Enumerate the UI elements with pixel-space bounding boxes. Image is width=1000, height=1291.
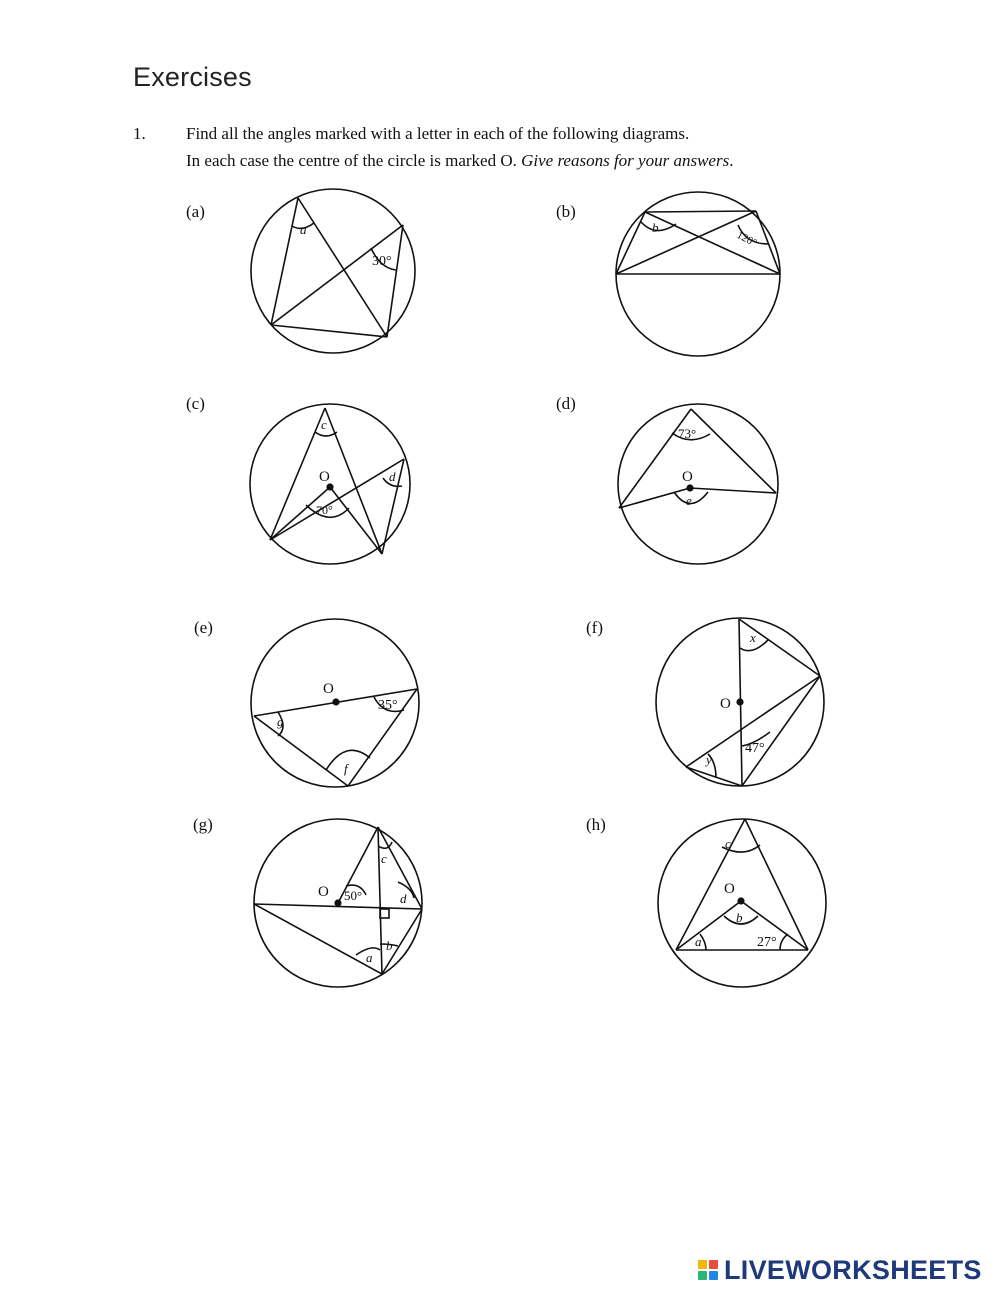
angle-arc <box>326 750 370 770</box>
angle-label-a: a <box>300 222 307 237</box>
centre-label-O: O <box>724 881 735 897</box>
chord <box>254 904 382 974</box>
chord <box>616 212 645 274</box>
angle-label-35: 35° <box>378 698 398 713</box>
diagram-d <box>618 404 778 564</box>
chord <box>745 819 808 950</box>
chord <box>271 198 298 325</box>
chord <box>686 767 742 786</box>
diagram-label-e: (e) <box>194 618 213 637</box>
angle-label-50: 50° <box>344 888 363 903</box>
angle-label-b: b <box>736 910 743 925</box>
angle-label-b: b <box>386 938 393 953</box>
angle-label-c: c <box>321 417 327 432</box>
logo-square <box>698 1271 707 1280</box>
angle-label-d: d <box>389 469 396 484</box>
logo-square <box>709 1271 718 1280</box>
diagram-label-b: (b) <box>556 202 576 221</box>
diagram-label-c: (c) <box>186 394 205 413</box>
diagram-c <box>250 404 410 564</box>
angle-label-y: y <box>706 752 712 767</box>
diagram-b <box>616 192 780 356</box>
liveworksheets-logo <box>698 1255 982 1285</box>
angle-label-g: g <box>277 714 284 729</box>
chord <box>270 459 404 540</box>
angle-label-70: 70° <box>316 503 333 517</box>
angle-arc <box>780 934 788 950</box>
diagram-g <box>254 819 422 987</box>
radius <box>690 488 776 493</box>
chord <box>691 409 776 493</box>
centre-label-O: O <box>318 884 329 900</box>
chord <box>325 408 382 554</box>
angle-label-73: 73° <box>678 426 697 441</box>
angle-label-c: c <box>725 836 731 851</box>
chord <box>271 325 387 337</box>
angle-label-d: d <box>400 891 407 906</box>
angle-label-30: 30° <box>372 254 392 269</box>
chord <box>645 211 756 212</box>
logo-square <box>709 1260 718 1269</box>
chord <box>378 827 382 974</box>
page-title: Exercises <box>133 62 252 92</box>
chord <box>387 225 403 337</box>
question-instruction-line1: Find all the angles marked with a letter in each of the following diagrams. <box>186 124 690 143</box>
instruction-end: . <box>729 151 734 170</box>
angle-label-27: 27° <box>757 935 777 950</box>
circle-a <box>251 189 415 353</box>
diagram-label-f: (f) <box>586 618 603 637</box>
angle-arc <box>315 432 337 436</box>
chord <box>271 225 403 325</box>
circle-d <box>618 404 778 564</box>
angle-label-a: a <box>695 934 702 949</box>
diagram-a <box>251 189 415 353</box>
right-angle-mark <box>380 909 389 918</box>
instruction-italic: Give reasons for your answers <box>521 151 730 170</box>
logo-square <box>698 1260 707 1269</box>
angle-label-c: c <box>381 851 387 866</box>
question-number: 1. <box>133 124 146 143</box>
angle-label-b: b <box>652 220 659 235</box>
diagram-label-h: (h) <box>586 815 606 834</box>
diagram-label-d: (d) <box>556 394 576 413</box>
chord <box>619 409 691 508</box>
radius <box>330 487 382 554</box>
chord <box>616 211 756 274</box>
diagram-label-a: (a) <box>186 202 205 221</box>
diagram-f <box>656 618 824 786</box>
diagram-e <box>251 619 419 787</box>
radius <box>676 901 741 950</box>
angle-arc <box>378 842 392 848</box>
angle-label-f: f <box>344 761 348 776</box>
angle-label-a: a <box>366 950 373 965</box>
angle-label-120: 120° <box>734 229 759 250</box>
diagram-label-g: (g) <box>193 815 213 834</box>
angle-label-x: x <box>750 630 756 645</box>
chord <box>742 676 820 786</box>
diagram-h <box>658 819 826 987</box>
angle-label-47: 47° <box>745 741 765 756</box>
centre-label-O: O <box>682 469 693 485</box>
chord <box>254 716 348 786</box>
centre-label-O: O <box>323 681 334 697</box>
centre-label-O: O <box>720 696 731 712</box>
angle-label-e: e <box>686 493 692 508</box>
chord <box>270 408 325 540</box>
logo-text: LIVEWORKSHEETS <box>724 1254 982 1285</box>
centre-label-O: O <box>319 469 330 485</box>
logo-grid-icon <box>698 1260 718 1280</box>
instruction-plain: In each case the centre of the circle is marked O. <box>186 151 517 170</box>
